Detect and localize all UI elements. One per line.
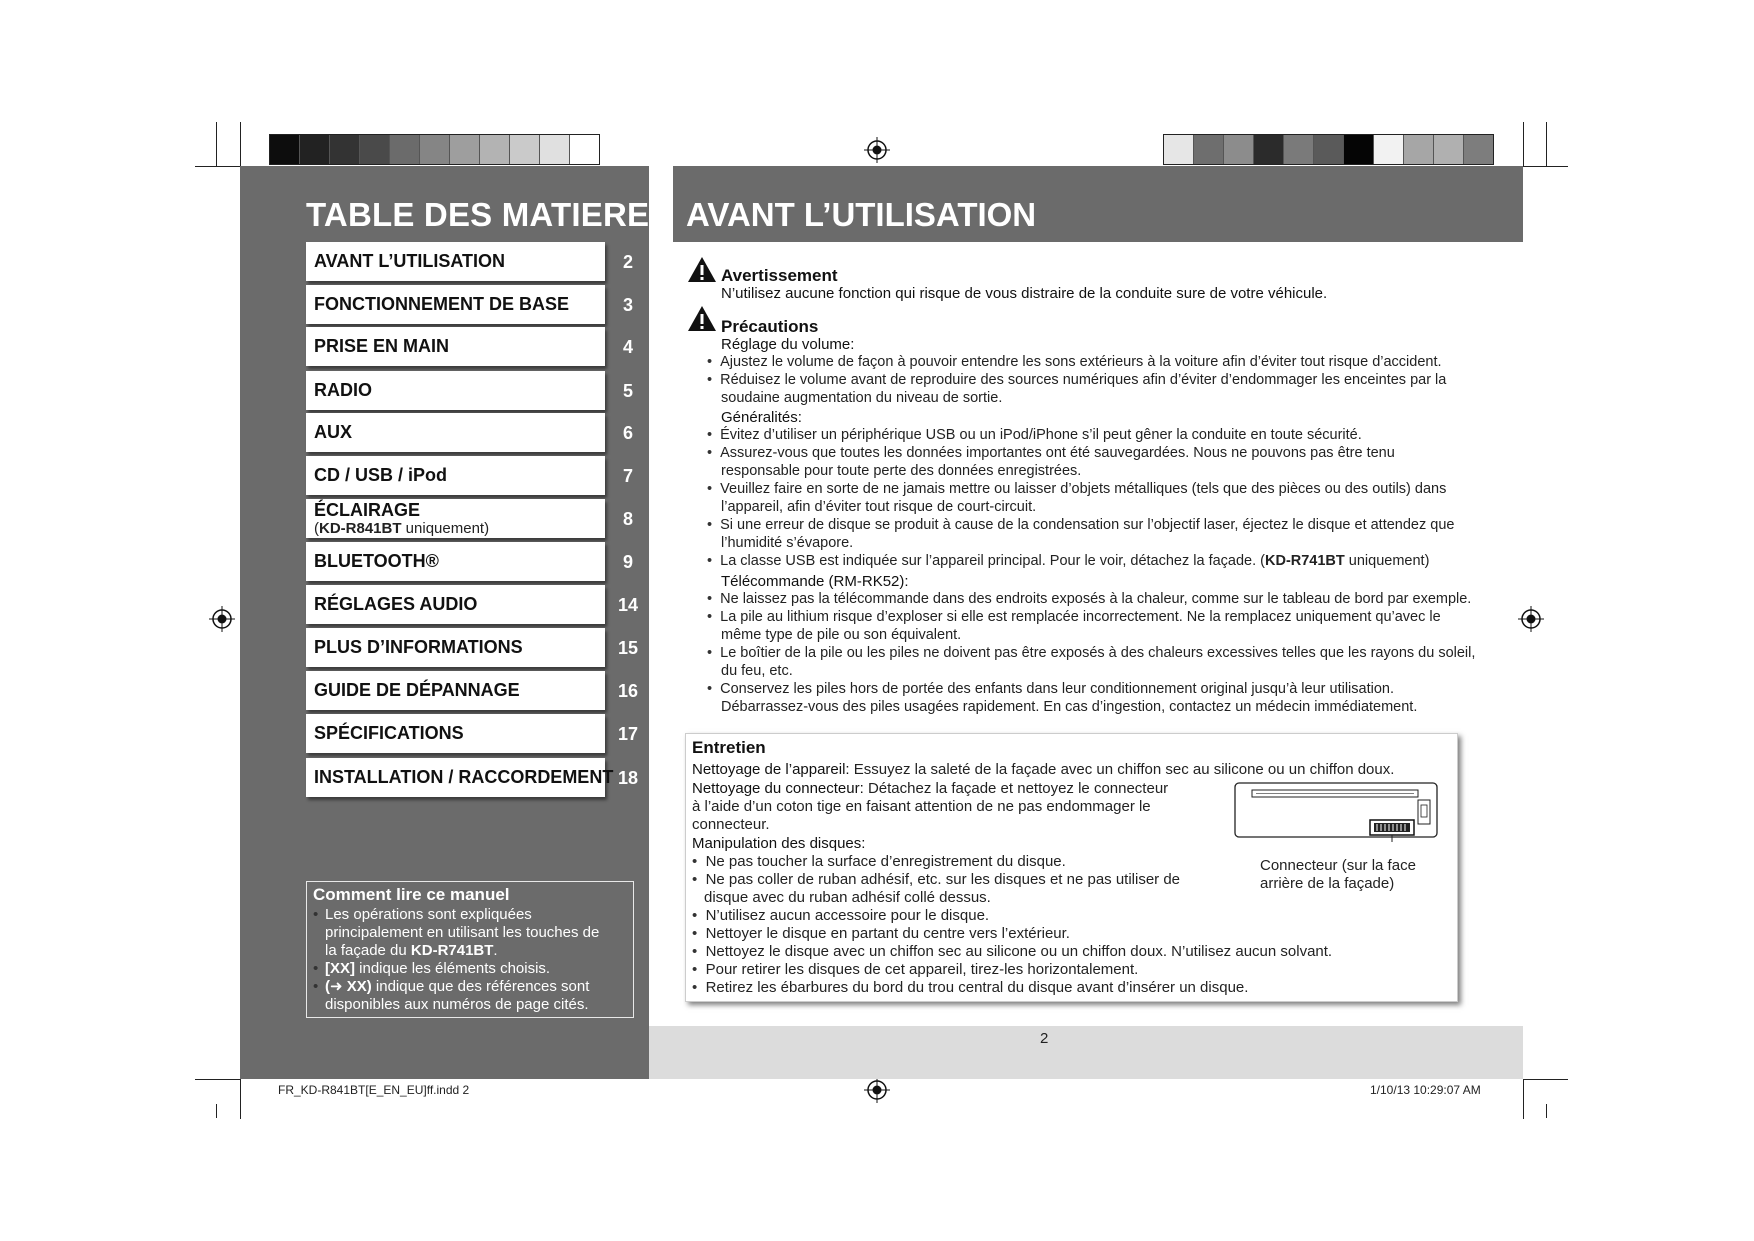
maintenance-box (685, 733, 1458, 1002)
toc-item-label: INSTALLATION / RACCORDEMENT (314, 767, 614, 787)
datetime-slug: 1/10/13 10:29:07 AM (1370, 1083, 1481, 1097)
how-to-read-line: • [XX] indique les éléments choisis. (313, 960, 551, 977)
toc-item-label: CD / USB / iPod (314, 465, 448, 485)
warning-icon (687, 256, 717, 283)
toc-item-eclairage[interactable] (306, 499, 605, 538)
toc-item-guide-de-depannage[interactable] (306, 671, 605, 710)
toc-item-label: GUIDE DE DÉPANNAGE (314, 680, 520, 700)
page-title: AVANT L’UTILISATION (686, 196, 1037, 233)
bullet-text: • Nettoyez le disque avec un chiffon sec au silicone ou un chiffon doux. N’utilisez aucun solvant. (692, 943, 1333, 960)
bullet-text: • Ne laissez pas la télécommande dans des endroits exposés à la chaleur, comme sur le tableau de bord par exemple. (707, 591, 1472, 607)
how-to-read-line: la façade du KD-R741BT. (325, 942, 498, 959)
bullet-text-cont: même type de pile ou son équivalent. (721, 627, 962, 643)
figure-caption: arrière de la façade) (1260, 875, 1395, 892)
bullet-text-cont: responsable pour toute perte des données enregistrées. (721, 463, 1082, 479)
bullet-text: • Le boîtier de la pile ou les piles ne doivent pas être exposés à des chaleurs excessives telles que les rayons du soleil, (707, 645, 1476, 661)
toc-page-number: 4 (622, 337, 633, 357)
bullet-text: • Ne pas toucher la surface d’enregistrement du disque. (692, 853, 1066, 870)
bullet-text: • Réduisez le volume avant de reproduire des sources numériques afin d’éviter d’endommager les enceintes par la (707, 372, 1447, 388)
registration-mark-icon (209, 606, 235, 632)
clean-connector-text: Nettoyage du connecteur: Détachez la façade et nettoyez le connecteur (692, 780, 1169, 797)
toc-item-label: PRISE EN MAIN (314, 336, 450, 356)
bullet-text: • Évitez d’utiliser un périphérique USB ou un iPod/iPhone s’il peut gêner la conduite en toute sécurité. (707, 427, 1362, 443)
toc-item-cd-usb-ipod[interactable] (306, 456, 605, 495)
how-to-read-line: disponibles aux numéros de page cités. (325, 996, 589, 1013)
clean-connector-text: à l’aide d’un coton tige en faisant attention de ne pas endommager le (692, 798, 1151, 815)
toc-item-label: RÉGLAGES AUDIO (314, 594, 478, 614)
bullet-text-cont: disque avec du ruban adhésif collé dessus. (704, 889, 991, 906)
toc-item-label: BLUETOOTH® (314, 551, 439, 571)
how-to-read-line: • (➜ XX) indique que des références sont (313, 978, 590, 995)
warning-text: N’utilisez aucune fonction qui risque de vous distraire de la conduite sure de votre véhicule. (721, 285, 1328, 302)
toc-page-number: 18 (617, 768, 639, 788)
how-to-read-line: • Les opérations sont expliquées (313, 906, 532, 923)
toc-item-aux[interactable] (306, 413, 605, 452)
faceplate-connector-illustration (1234, 782, 1440, 842)
bullet-text: • Retirez les ébarbures du bord du trou central du disque avant d’insérer un disque. (692, 979, 1249, 996)
toc-item-label: FONCTIONNEMENT DE BASE (314, 294, 570, 314)
toc-item-reglages-audio[interactable] (306, 585, 605, 624)
bullet-text-cont: Débarrassez-vous des piles usagées rapidement. En cas d’ingestion, contactez un médecin immédiatement. (721, 699, 1418, 715)
toc-page-number: 6 (622, 423, 633, 443)
grayscale-color-bar-right (1163, 134, 1494, 165)
toc-page-number: 3 (622, 295, 633, 315)
toc-page-number: 2 (622, 252, 633, 272)
bullet-text: • Si une erreur de disque se produit à cause de la condensation sur l’objectif laser, éjectez le disque et attendez que (707, 517, 1455, 533)
toc-page-number: 7 (622, 466, 633, 486)
toc-item-note: (KD-R841BT uniquement) (314, 520, 490, 537)
bullet-text-cont: soudaine augmentation du niveau de sortie. (721, 390, 1003, 406)
toc-item-fonctionnement-de-base[interactable] (306, 285, 605, 324)
bullet-text: • Ne pas coller de ruban adhésif, etc. sur les disques et ne pas utiliser de (692, 871, 1181, 888)
toc-page-number: 9 (622, 552, 633, 572)
disc-handling-heading: Manipulation des disques: (692, 835, 866, 852)
toc-item-label: SPÉCIFICATIONS (314, 723, 464, 743)
toc-page-number: 15 (617, 638, 639, 658)
general-heading: Généralités: (721, 409, 802, 426)
bullet-text: • La pile au lithium risque d’exploser si elle est remplacée incorrectement. Ne la remplacez uniquement qu’avec le (707, 609, 1441, 625)
file-slug: FR_KD-R841BT[E_EN_EU]ff.indd 2 (278, 1083, 470, 1097)
registration-mark-icon (864, 1077, 890, 1103)
figure-caption: Connecteur (sur la face (1260, 857, 1416, 874)
toc-item-prise-en-main[interactable] (306, 327, 605, 366)
bullet-text: • Pour retirer les disques de cet appareil, tirez-les horizontalement. (692, 961, 1139, 978)
toc-item-label: RADIO (314, 380, 372, 400)
clean-connector-text: connecteur. (692, 816, 770, 833)
how-to-read-title: Comment lire ce manuel (313, 885, 510, 904)
maintenance-title: Entretien (692, 738, 766, 757)
volume-heading: Réglage du volume: (721, 336, 855, 353)
how-to-read-line: principalement en utilisant les touches de (325, 924, 600, 941)
toc-item-label: ÉCLAIRAGE (314, 500, 421, 520)
page-footer-strip (649, 1026, 1523, 1079)
toc-item-avant-utilisation[interactable] (306, 242, 605, 281)
toc-title: TABLE DES MATIERES (306, 196, 672, 233)
toc-page-number: 17 (617, 724, 639, 744)
toc-item-label: AVANT L’UTILISATION (314, 251, 505, 271)
toc-item-label: AUX (314, 422, 353, 442)
toc-item-label: PLUS D’INFORMATIONS (314, 637, 523, 657)
toc-page-number: 14 (617, 595, 639, 615)
toc-item-radio[interactable] (306, 371, 605, 410)
bullet-text: • La classe USB est indiquée sur l’appareil principal. Pour le voir, détachez la façade. (KD-R741BT uniquement) (707, 553, 1430, 569)
toc-page-number: 16 (617, 681, 639, 701)
precautions-title: Précautions (721, 317, 819, 336)
bullet-text: • N’utilisez aucun accessoire pour le disque. (692, 907, 990, 924)
page-number: 2 (1040, 1030, 1049, 1047)
toc-page-number: 8 (622, 509, 633, 529)
bullet-text-cont: l’appareil, afin d’éviter tout risque de court-circuit. (721, 499, 1037, 515)
toc-item-specifications[interactable] (306, 714, 605, 753)
bullet-text-cont: l’humidité s’évapore. (721, 535, 854, 551)
bullet-text-cont: du feu, etc. (721, 663, 793, 679)
clean-unit-text: Nettoyage de l’appareil: Essuyez la saleté de la façade avec un chiffon sec au silicone ou un chiffon doux. (692, 761, 1395, 778)
remote-heading: Télécommande (RM-RK52): (721, 573, 909, 590)
registration-mark-icon (1518, 606, 1544, 632)
bullet-text: • Assurez-vous que toutes les données importantes ont été sauvegardées. Nous ne pouvons pas être tenu (707, 445, 1395, 461)
registration-mark-icon (864, 137, 890, 163)
how-to-read-box (306, 881, 634, 1018)
bullet-text: • Nettoyer le disque en partant du centre vers l’extérieur. (692, 925, 1070, 942)
toc-page-number: 5 (622, 381, 633, 401)
toc-item-bluetooth[interactable] (306, 542, 605, 581)
toc-item-installation-raccordement[interactable] (306, 758, 614, 797)
bullet-text: • Veuillez faire en sorte de ne jamais mettre ou laisser d’objets métalliques (tels que des pièces ou des outils) dans (707, 481, 1447, 497)
caution-icon (687, 305, 717, 332)
bullet-text: • Ajustez le volume de façon à pouvoir entendre les sons extérieurs à la voiture afin d’éviter tout risque d’accident. (707, 354, 1442, 370)
toc-item-plus-d-informations[interactable] (306, 628, 605, 667)
grayscale-color-bar-left (269, 134, 600, 165)
warning-title: Avertissement (721, 266, 838, 285)
bullet-text: • Conservez les piles hors de portée des enfants dans leur conditionnement original jusqu’à leur utilisation. (707, 681, 1394, 697)
